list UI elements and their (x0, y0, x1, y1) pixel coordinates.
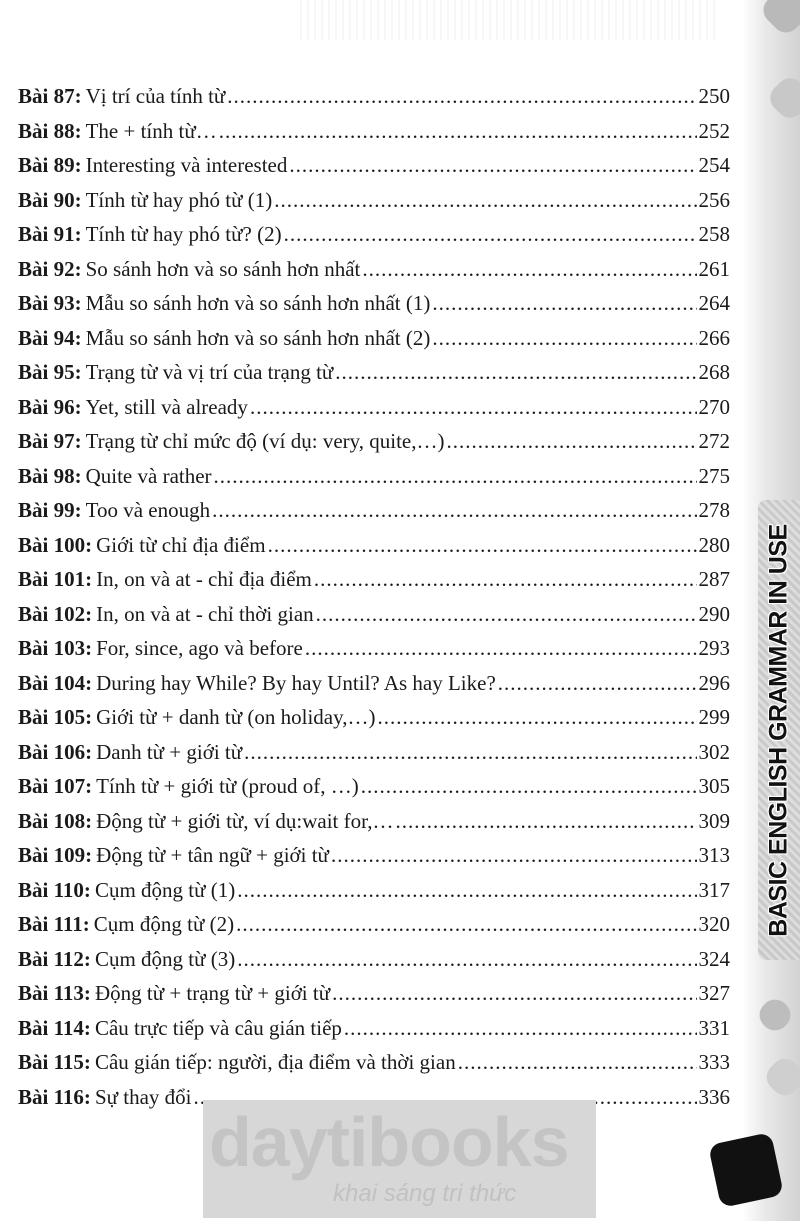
page-number: 299 (698, 705, 730, 729)
lesson-title: Yet, still và already (85, 394, 248, 419)
page-number: 287 (698, 567, 730, 591)
lesson-number: Bài 101: (18, 567, 93, 591)
lesson-number: Bài 92: (18, 256, 82, 281)
toc-entry (18, 567, 730, 602)
lesson-number: Bài 115: (18, 1050, 91, 1074)
dot-leader (250, 395, 697, 419)
page-number: 320 (698, 912, 730, 936)
page-number: 331 (698, 1015, 730, 1040)
page-number: 261 (698, 256, 730, 281)
lesson-number: Bài 109: (18, 843, 93, 867)
toc-entry (18, 843, 730, 878)
toc-entry (18, 291, 730, 326)
book-series-title: BASIC ENGLISH GRAMMAR IN USE (764, 523, 793, 937)
lesson-number: Bài 98: (18, 463, 82, 488)
lesson-title: Cụm động từ (1) (94, 877, 236, 902)
toc-entry (18, 84, 730, 119)
lesson-number: Bài 99: (18, 498, 82, 522)
lesson-title: Trạng từ và vị trí của trạng từ (85, 360, 334, 384)
dot-leader (212, 498, 696, 522)
toc-entry (18, 912, 730, 947)
dot-leader (396, 809, 697, 833)
lesson-number: Bài 110: (18, 877, 91, 902)
page-number: 264 (698, 291, 730, 315)
lesson-number: Bài 113: (18, 981, 91, 1005)
dot-leader (268, 533, 697, 557)
page-number: 275 (698, 463, 730, 488)
dot-leader (244, 740, 696, 764)
toc-entry (18, 809, 730, 844)
dot-leader (237, 947, 696, 971)
page-number: 266 (698, 325, 730, 350)
lesson-title: Mẫu so sánh hơn và so sánh hơn nhất (1) (85, 291, 431, 315)
toc-entry (18, 257, 730, 292)
toc-entry (18, 188, 730, 223)
page-number: 290 (698, 601, 730, 626)
toc-entry (18, 602, 730, 637)
lesson-number: Bài 111: (18, 912, 90, 936)
lesson-title: Quite và rather (85, 463, 212, 488)
lesson-number: Bài 106: (18, 739, 93, 764)
page-number: 333 (698, 1050, 730, 1074)
lesson-number: Bài 88: (18, 118, 82, 143)
lesson-title: For, since, ago và before (96, 636, 303, 660)
toc-entry (18, 222, 730, 257)
lesson-title: Mẫu so sánh hơn và so sánh hơn nhất (2) (85, 325, 431, 350)
lesson-number: Bài 87: (18, 84, 82, 108)
toc-entry (18, 671, 730, 706)
page-number: 317 (698, 877, 730, 902)
watermark-logo-text: daytibooks (209, 1103, 569, 1181)
dot-leader (335, 360, 696, 384)
lesson-title: Tính từ hay phó từ? (2) (85, 222, 282, 246)
page-number: 302 (698, 739, 730, 764)
dot-leader (219, 119, 697, 143)
page-number: 305 (698, 774, 730, 798)
dot-leader (305, 636, 697, 660)
page-number: 327 (698, 981, 730, 1005)
lesson-number: Bài 96: (18, 394, 82, 419)
lesson-number: Bài 91: (18, 222, 82, 246)
toc-entry (18, 740, 730, 775)
lesson-number: Bài 116: (18, 1084, 91, 1109)
lesson-title: Too và enough (85, 498, 211, 522)
dot-leader (331, 843, 697, 867)
dot-leader (236, 912, 696, 936)
dot-leader (237, 878, 696, 902)
lesson-title: In, on và at - chỉ địa điểm (96, 567, 312, 591)
page-number: 270 (698, 394, 730, 419)
lesson-title: Tính từ hay phó từ (1) (85, 187, 273, 212)
lesson-number: Bài 114: (18, 1015, 91, 1040)
lesson-number: Bài 105: (18, 705, 93, 729)
lesson-title: Interesting và interested (85, 153, 288, 177)
lesson-title: Cụm động từ (2) (93, 912, 235, 936)
lesson-number: Bài 93: (18, 291, 82, 315)
toc-entry (18, 636, 730, 671)
toc-entry (18, 429, 730, 464)
lesson-number: Bài 89: (18, 153, 82, 177)
page-number: 309 (698, 808, 730, 833)
toc-entry (18, 153, 730, 188)
dot-leader (284, 222, 697, 246)
dot-leader (289, 153, 696, 177)
dot-leader (362, 257, 696, 281)
dot-leader (214, 464, 697, 488)
toc-entry (18, 119, 730, 154)
page-number: 272 (698, 429, 730, 453)
dot-leader (314, 567, 697, 591)
toc-entry (18, 878, 730, 913)
lesson-number: Bài 95: (18, 360, 82, 384)
lesson-title: Giới từ chỉ địa điểm (96, 532, 266, 557)
dot-leader (361, 774, 697, 798)
page-number: 254 (698, 153, 730, 177)
toc-entry (18, 498, 730, 533)
lesson-number: Bài 102: (18, 601, 93, 626)
lesson-title: Giới từ + danh từ (on holiday,…) (96, 705, 376, 729)
lesson-number: Bài 97: (18, 429, 82, 453)
page-number: 278 (698, 498, 730, 522)
page-number: 256 (698, 187, 730, 212)
table-of-contents (18, 84, 730, 1119)
page-number: 296 (698, 670, 730, 695)
lesson-title: Cụm động từ (3) (94, 946, 236, 971)
toc-entry (18, 981, 730, 1016)
lesson-title: Tính từ + giới từ (proud of, …) (96, 774, 359, 798)
toc-entry (18, 326, 730, 361)
toc-entry (18, 360, 730, 395)
dot-leader (344, 1016, 697, 1040)
toc-entry (18, 947, 730, 982)
toc-entry (18, 1016, 730, 1051)
page-number: 250 (698, 84, 730, 108)
lesson-title: Câu gián tiếp: người, địa điểm và thời gian (94, 1050, 456, 1074)
dot-leader (378, 705, 697, 729)
lesson-number: Bài 103: (18, 636, 93, 660)
dot-leader (432, 326, 696, 350)
watermark-tagline: khai sáng tri thức (333, 1180, 517, 1207)
lesson-title: The + tính từ… (85, 118, 217, 143)
page-number: 324 (698, 946, 730, 971)
dot-leader (274, 188, 696, 212)
dot-leader (332, 981, 696, 1005)
lesson-title: Vị trí của tính từ (85, 84, 226, 108)
toc-entry (18, 464, 730, 499)
lesson-title: In, on và at - chỉ thời gian (96, 601, 314, 626)
lesson-title: Động từ + tân ngữ + giới từ (96, 843, 329, 867)
toc-entry (18, 395, 730, 430)
page-number: 268 (698, 360, 730, 384)
page-number: 280 (698, 532, 730, 557)
toc-entry (18, 774, 730, 809)
page-number: 293 (698, 636, 730, 660)
dot-leader (498, 671, 697, 695)
lesson-number: Bài 107: (18, 774, 93, 798)
lesson-title: Danh từ + giới từ (96, 739, 243, 764)
dot-leader (316, 602, 697, 626)
scan-noise (300, 0, 720, 40)
lesson-title: Động từ + giới từ, ví dụ:wait for,… (96, 808, 394, 833)
lesson-title: Sự thay đổi (94, 1084, 192, 1109)
lesson-title: So sánh hơn và so sánh hơn nhất (85, 256, 361, 281)
page-number: 313 (698, 843, 730, 867)
lesson-number: Bài 108: (18, 808, 93, 833)
watermark (203, 1100, 596, 1218)
page-number: 258 (698, 222, 730, 246)
decorative-corner-block (708, 1132, 784, 1208)
lesson-number: Bài 90: (18, 187, 82, 212)
lesson-number: Bài 112: (18, 946, 91, 971)
lesson-number: Bài 94: (18, 325, 82, 350)
lesson-title: During hay While? By hay Until? As hay Like? (96, 670, 496, 695)
lesson-number: Bài 104: (18, 670, 93, 695)
toc-entry (18, 533, 730, 568)
lesson-title: Câu trực tiếp và câu gián tiếp (94, 1015, 342, 1040)
toc-entry (18, 1050, 730, 1085)
page-number: 252 (698, 118, 730, 143)
lesson-number: Bài 100: (18, 532, 93, 557)
dot-leader (447, 429, 697, 453)
toc-entry (18, 705, 730, 740)
page-number: 336 (698, 1084, 730, 1109)
dot-leader (458, 1050, 697, 1074)
lesson-title: Trạng từ chỉ mức độ (ví dụ: very, quite,…) (85, 429, 445, 453)
lesson-title: Động từ + trạng từ + giới từ (94, 981, 331, 1005)
dot-leader (432, 291, 696, 315)
dot-leader (227, 84, 696, 108)
